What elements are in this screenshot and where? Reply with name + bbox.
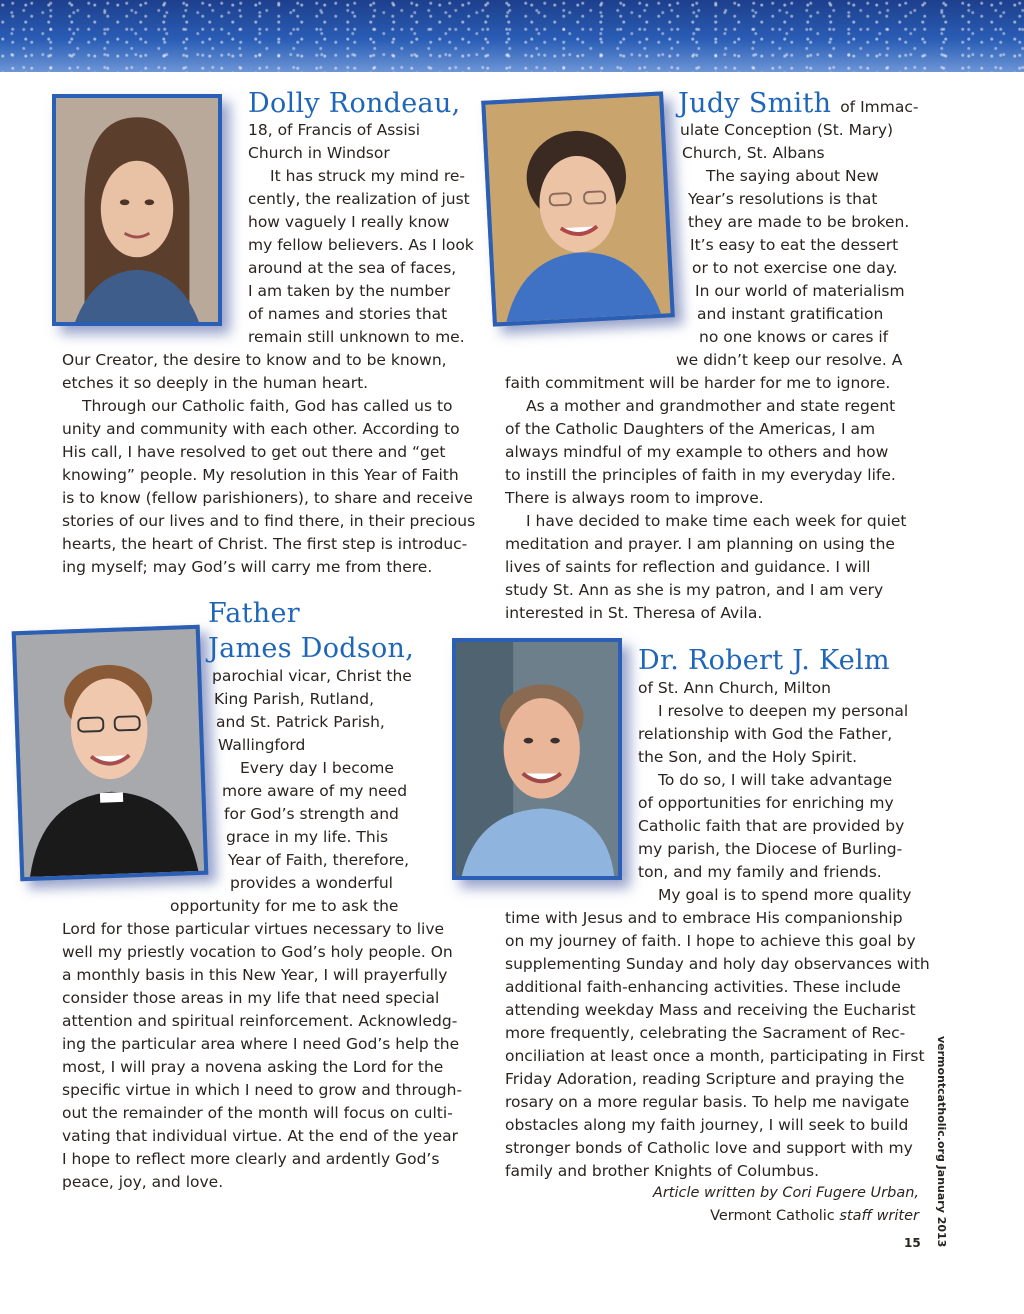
text-line: I hope to reflect more clearly and ardently God’s — [62, 1150, 440, 1168]
text-line: hearts, the heart of Christ. The first step is introduc- — [62, 535, 468, 553]
starry-header-banner — [0, 0, 1024, 72]
text-line: most, I will pray a novena asking the Lord for the — [62, 1058, 444, 1076]
text-line: supplementing Sunday and holy day observances with — [505, 955, 930, 973]
text-line: King Parish, Rutland, — [214, 690, 375, 708]
text-line: no one knows or cares if — [699, 328, 889, 346]
text-line: or to not exercise one day. — [692, 259, 898, 277]
text-line: consider those areas in my life that need special — [62, 989, 440, 1007]
page-footer-site-date: vermontcatholic.org January 2013 — [935, 1036, 948, 1248]
text-line: more frequently, celebrating the Sacrament of Rec- — [505, 1024, 906, 1042]
robert-kelm-name: Dr. Robert J. Kelm — [638, 645, 890, 676]
text-line: for God’s strength and — [224, 805, 399, 823]
text-line: Year’s resolutions is that — [688, 190, 878, 208]
page-number: 15 — [904, 1236, 921, 1250]
text-line: I have decided to make time each week for quiet — [526, 512, 907, 530]
judy-smith-name — [678, 88, 918, 123]
text-line: relationship with God the Father, — [638, 725, 893, 743]
text-line: Our Creator, the desire to know and to be known, — [62, 351, 447, 369]
text-line: faith commitment will be harder for me to ignore. — [505, 374, 891, 392]
text-line: unity and community with each other. According to — [62, 420, 460, 438]
text-line: I resolve to deepen my personal — [658, 702, 909, 720]
text-line: My goal is to spend more quality — [658, 886, 912, 904]
text-line: Church in Windsor — [248, 144, 390, 162]
text-line: peace, joy, and love. — [62, 1173, 224, 1191]
text-line: time with Jesus and to embrace His companionship — [505, 909, 903, 927]
text-line: my fellow believers. As I look — [248, 236, 474, 254]
text-line: Lord for those particular virtues necessary to live — [62, 920, 445, 938]
text-line: of names and stories that — [248, 305, 448, 323]
judy-smith-name-text: Judy Smith — [678, 88, 832, 119]
text-line: Church, St. Albans — [682, 144, 825, 162]
text-line: The saying about New — [706, 167, 879, 185]
text-line: how vaguely I really know — [248, 213, 450, 231]
text-line: vating that individual virtue. At the end of the year — [62, 1127, 458, 1145]
dolly-rondeau-photo — [52, 94, 222, 326]
text-line: Through our Catholic faith, God has called us to — [82, 397, 453, 415]
robert-kelm-photo — [452, 638, 622, 880]
text-line: my parish, the Diocese of Burling- — [638, 840, 903, 858]
text-line: opportunity for me to ask the — [170, 897, 399, 915]
text-line: meditation and prayer. I am planning on using the — [505, 535, 895, 553]
staff-writer-label: staff writer — [839, 1208, 919, 1224]
text-line: of opportunities for enriching my — [638, 794, 894, 812]
text-line: provides a wonderful — [230, 874, 393, 892]
text-line: and St. Patrick Parish, — [216, 713, 385, 731]
text-line: It has struck my mind re- — [270, 167, 466, 185]
text-line: It’s easy to eat the dessert — [690, 236, 899, 254]
text-line: attention and spiritual reinforcement. Acknowledg- — [62, 1012, 458, 1030]
text-line: the Son, and the Holy Spirit. — [638, 748, 858, 766]
text-line: we didn’t keep our resolve. A — [676, 351, 903, 369]
text-line: His call, I have resolved to get out there and “get — [62, 443, 446, 461]
text-line: To do so, I will take advantage — [658, 771, 893, 789]
text-line: grace in my life. This — [226, 828, 389, 846]
text-line: they are made to be broken. — [688, 213, 910, 231]
text-line: Every day I become — [240, 759, 394, 777]
text-line: more aware of my need — [222, 782, 408, 800]
text-line: 18, of Francis of Assisi — [248, 121, 421, 139]
text-line: onciliation at least once a month, participating in First — [505, 1047, 925, 1065]
text-line: ing myself; may God’s will carry me from there. — [62, 558, 433, 576]
text-line: specific virtue in which I need to grow and through- — [62, 1081, 463, 1099]
article-credit-line1: Article written by Cori Fugere Urban, — [652, 1185, 919, 1201]
text-line: is to know (fellow parishioners), to share and receive — [62, 489, 473, 507]
text-line: ing the particular area where I need God’s help the — [62, 1035, 460, 1053]
text-line: always mindful of my example to others and how — [505, 443, 889, 461]
judy-smith-photo — [481, 91, 675, 326]
text-line: cently, the realization of just — [248, 190, 470, 208]
james-dodson-name-line2: James Dodson, — [208, 633, 415, 664]
text-line: of the Catholic Daughters of the Americas, I am — [505, 420, 876, 438]
text-line: remain still unknown to me. — [248, 328, 465, 346]
text-line: around at the sea of faces, — [248, 259, 457, 277]
text-line: to instill the principles of faith in my everyday life. — [505, 466, 896, 484]
text-line: There is always room to improve. — [505, 489, 764, 507]
text-line: well my priestly vocation to God’s holy people. On — [62, 943, 453, 961]
text-line: In our world of materialism — [695, 282, 905, 300]
text-line: I am taken by the number — [248, 282, 451, 300]
text-line: Wallingford — [218, 736, 306, 754]
publication-name: Vermont Catholic — [710, 1208, 835, 1224]
judy-smith-affiliation-start: of Immac- — [840, 98, 919, 116]
text-line: Friday Adoration, reading Scripture and praying the — [505, 1070, 905, 1088]
text-line: interested in St. Theresa of Avila. — [505, 604, 763, 622]
text-line: parochial vicar, Christ the — [212, 667, 412, 685]
text-line: Catholic faith that are provided by — [638, 817, 905, 835]
text-line: attending weekday Mass and receiving the Eucharist — [505, 1001, 916, 1019]
text-line: out the remainder of the month will focus on culti- — [62, 1104, 453, 1122]
text-line: obstacles along my faith journey, I will seek to build — [505, 1116, 909, 1134]
text-line: ulate Conception (St. Mary) — [680, 121, 894, 139]
text-line: on my journey of faith. I hope to achieve this goal by — [505, 932, 916, 950]
text-line: As a mother and grandmother and state regent — [526, 397, 896, 415]
dolly-rondeau-name: Dolly Rondeau, — [248, 88, 461, 119]
text-line: ton, and my family and friends. — [638, 863, 882, 881]
text-line: stories of our lives and to find there, in their precious — [62, 512, 476, 530]
text-line: additional faith-enhancing activities. These include — [505, 978, 901, 996]
text-line: a monthly basis in this New Year, I will prayerfully — [62, 966, 448, 984]
text-line: etches it so deeply in the human heart. — [62, 374, 369, 392]
james-dodson-photo — [12, 625, 209, 881]
text-line: stronger bonds of Catholic love and support with my — [505, 1139, 913, 1157]
text-line: study St. Ann as she is my patron, and I am very — [505, 581, 884, 599]
text-line: knowing” people. My resolution in this Year of Faith — [62, 466, 459, 484]
text-line: and instant gratification — [697, 305, 884, 323]
text-line: Year of Faith, therefore, — [228, 851, 410, 869]
james-dodson-name-line1: Father — [208, 598, 300, 629]
text-line: rosary on a more regular basis. To help me navigate — [505, 1093, 910, 1111]
text-line: family and brother Knights of Columbus. — [505, 1162, 820, 1180]
text-line: of St. Ann Church, Milton — [638, 679, 831, 697]
text-line: lives of saints for reflection and guidance. I will — [505, 558, 871, 576]
article-credit-line2 — [710, 1205, 919, 1227]
